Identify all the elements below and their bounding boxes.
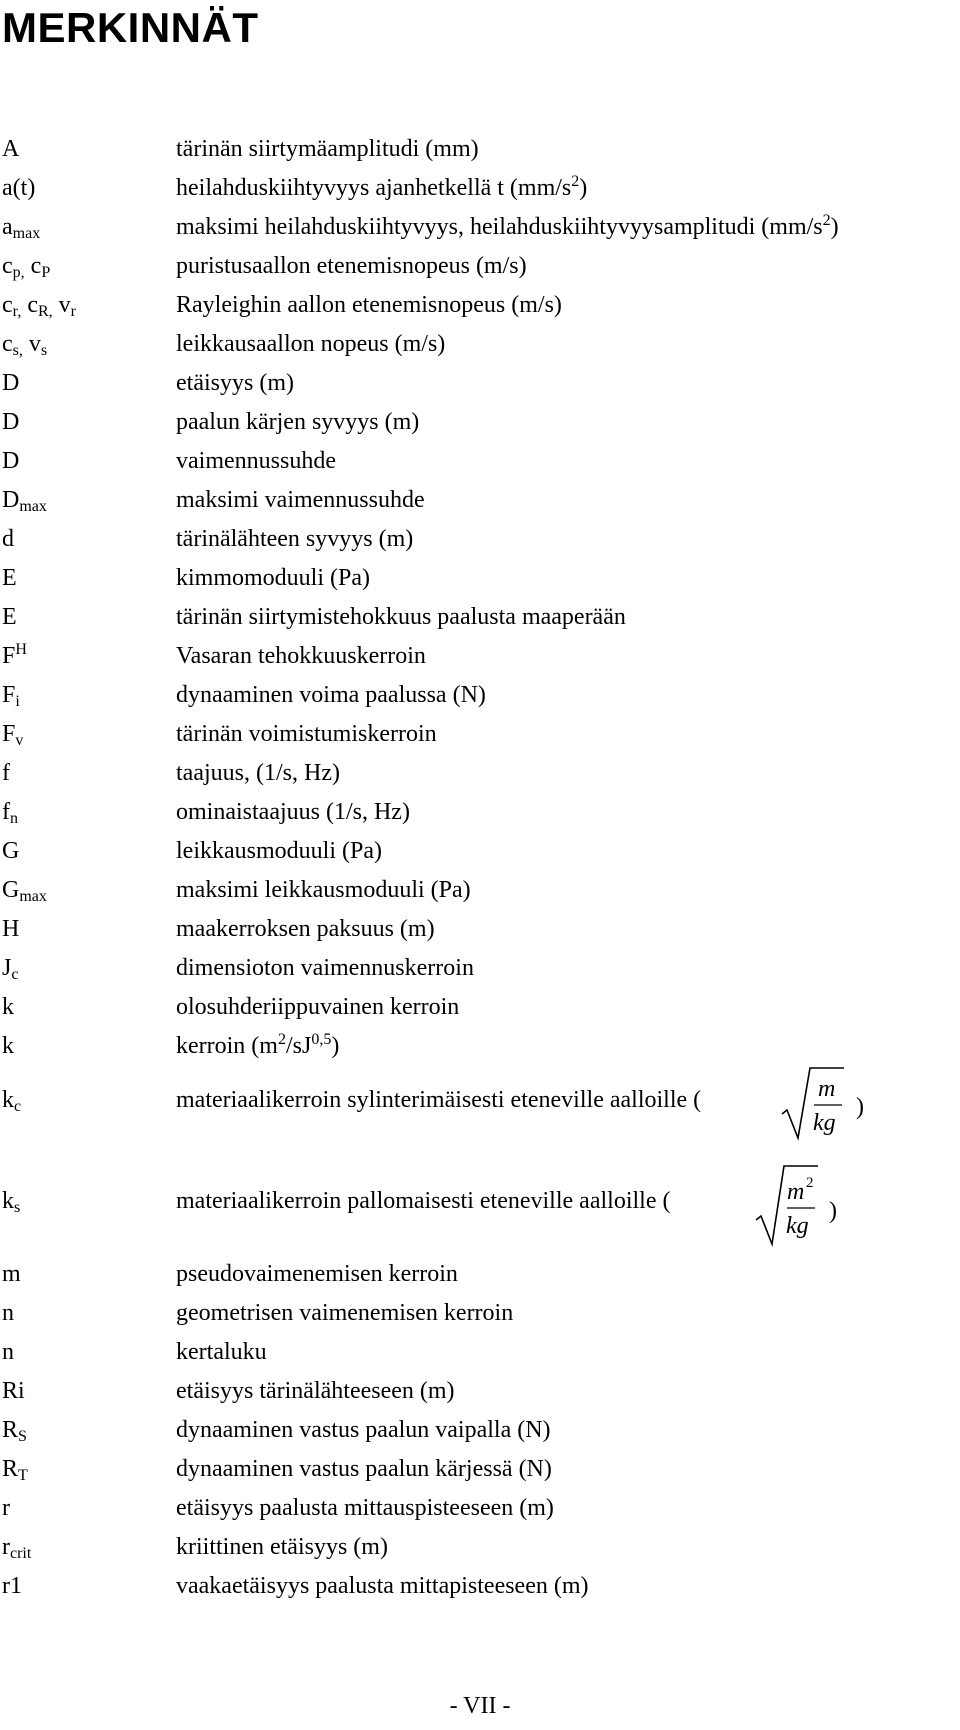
symbol-description: leikkausaallon nopeus (m/s)	[176, 331, 446, 357]
symbol-description: Vasaran tehokkuuskerroin	[176, 643, 426, 669]
symbol: k	[2, 1033, 14, 1059]
symbol-description: kriittinen etäisyys (m)	[176, 1534, 388, 1560]
symbol-description: leikkausmoduuli (Pa)	[176, 838, 382, 864]
symbol-row	[0, 403, 960, 442]
symbol: $k_c$	[2, 1087, 22, 1115]
symbol-description: maakerroksen paksuus (m)	[176, 916, 435, 942]
symbol: $c_{p,}$ $c_P$	[2, 253, 51, 281]
symbol: $G_{max}$	[2, 877, 47, 905]
symbol-description: tärinän voimistumiskerroin	[176, 721, 437, 747]
fraction-denominator: kg	[786, 1213, 809, 1239]
symbol-row	[0, 754, 960, 793]
symbol-row	[0, 988, 960, 1027]
symbol: $c_{s,}$ $v_s$	[2, 331, 48, 359]
symbol-description: heilahduskiihtyvyys ajanhetkellä t $(mm/s^2)$	[176, 173, 588, 201]
symbol-description: kerroin $(m^2/sJ^{0,5})$	[176, 1031, 340, 1059]
symbol-row	[0, 1255, 960, 1294]
symbol-description: Rayleighin aallon etenemisnopeus (m/s)	[176, 292, 562, 318]
fraction-numerator: m	[818, 1076, 836, 1102]
symbol-row	[0, 169, 960, 208]
symbol-row	[0, 208, 960, 247]
symbol: k	[2, 994, 14, 1020]
symbol-description: vaimennussuhde	[176, 448, 336, 474]
symbol-row	[0, 598, 960, 637]
symbol-description: maksimi heilahduskiihtyvyys, heilahduskiihtyvyysamplitudi $(mm/s^2)$	[176, 212, 839, 240]
symbol: H	[2, 916, 20, 942]
symbol-description: maksimi leikkausmoduuli (Pa)	[176, 877, 471, 903]
symbol-row	[0, 949, 960, 988]
symbol: $c_{r,}$ $c_{R,}$ $v_r$	[2, 292, 76, 320]
symbol-description: ominaistaajuus (1/s, Hz)	[176, 799, 410, 825]
symbol-row	[0, 442, 960, 481]
symbol-row	[0, 481, 960, 520]
symbol-row	[0, 1450, 960, 1489]
symbol-list	[0, 130, 960, 1606]
fraction-numerator-exponent: 2	[806, 1175, 814, 1191]
symbol-description: vaakaetäisyys paalusta mittapisteeseen (m)	[176, 1573, 589, 1599]
symbol-row	[0, 715, 960, 754]
page-title: MERKINNÄT	[2, 4, 259, 51]
symbol: G	[2, 838, 20, 864]
symbol: D	[2, 409, 20, 435]
symbol-row	[0, 325, 960, 364]
symbol: D	[2, 370, 20, 396]
symbol: r1	[2, 1573, 22, 1599]
closing-paren: )	[829, 1198, 837, 1224]
symbol: n	[2, 1339, 14, 1365]
fraction-denominator: kg	[813, 1110, 836, 1136]
symbol: d	[2, 526, 14, 552]
symbol: E	[2, 565, 17, 591]
symbol-description: etäisyys (m)	[176, 370, 294, 396]
symbol-row	[0, 1567, 960, 1606]
symbol-row-ks	[0, 1162, 960, 1255]
symbol: f	[2, 760, 10, 786]
symbol-row	[0, 1372, 960, 1411]
symbol: $D_{max}$	[2, 487, 47, 515]
symbol: n	[2, 1300, 14, 1326]
symbol: Ri	[2, 1378, 25, 1404]
sqrt-formula-m2-per-kg	[754, 1162, 864, 1247]
page-number: - VII -	[449, 1693, 511, 1719]
symbol-row	[0, 559, 960, 598]
sqrt-formula-m-per-kg	[780, 1066, 890, 1146]
symbol-description: maksimi vaimennussuhde	[176, 487, 425, 513]
symbol-row	[0, 832, 960, 871]
symbol-row	[0, 871, 960, 910]
symbol-description: puristusaallon etenemisnopeus (m/s)	[176, 253, 527, 279]
symbol: $a_{max}$	[2, 214, 41, 242]
symbol: D	[2, 448, 20, 474]
symbol-row	[0, 1027, 960, 1066]
symbol: $J_c$	[2, 955, 19, 983]
symbol-description: tärinän siirtymistehokkuus paalusta maaperään	[176, 604, 626, 630]
symbol-description: geometrisen vaimenemisen kerroin	[176, 1300, 514, 1326]
symbol: $F_v$	[2, 721, 24, 749]
symbol: $r_{crit}$	[2, 1534, 32, 1562]
symbol-row	[0, 1528, 960, 1567]
symbol: m	[2, 1261, 21, 1287]
symbol-row	[0, 364, 960, 403]
symbol-row	[0, 793, 960, 832]
symbol-row	[0, 520, 960, 559]
symbol-row	[0, 130, 960, 169]
symbol-row-kc	[0, 1066, 960, 1162]
symbol: a(t)	[2, 175, 36, 201]
symbol-description: dimensioton vaimennuskerroin	[176, 955, 474, 981]
symbol: $k_s$	[2, 1188, 21, 1216]
symbol-row	[0, 910, 960, 949]
symbol-description: dynaaminen vastus paalun kärjessä (N)	[176, 1456, 552, 1482]
symbol: $f_n$	[2, 799, 18, 827]
symbol: E	[2, 604, 17, 630]
symbol-description: olosuhderiippuvainen kerroin	[176, 994, 460, 1020]
symbol-description: paalun kärjen syvyys (m)	[176, 409, 420, 435]
symbol: $F_i$	[2, 682, 20, 710]
symbol-row	[0, 1489, 960, 1528]
symbol-row	[0, 676, 960, 715]
symbol-description: pseudovaimenemisen kerroin	[176, 1261, 458, 1287]
symbol-description: tärinälähteen syvyys (m)	[176, 526, 414, 552]
symbol-description: etäisyys paalusta mittauspisteeseen (m)	[176, 1495, 554, 1521]
symbol-row	[0, 1294, 960, 1333]
closing-paren: )	[856, 1094, 864, 1120]
symbol: r	[2, 1495, 10, 1521]
fraction-numerator: m	[787, 1179, 805, 1205]
symbol-row	[0, 247, 960, 286]
symbol-description: taajuus, (1/s, Hz)	[176, 760, 340, 786]
symbol-row	[0, 286, 960, 325]
symbol-row	[0, 1333, 960, 1372]
symbol: $R_S$	[2, 1417, 27, 1445]
symbol-description: materiaalikerroin pallomaisesti eteneville aalloille (	[176, 1188, 671, 1214]
symbol: $R_T$	[2, 1456, 28, 1484]
symbol-row	[0, 637, 960, 676]
symbol-description: kertaluku	[176, 1339, 267, 1365]
symbol-row	[0, 1411, 960, 1450]
symbol: $F^H$	[2, 641, 27, 669]
symbol-description: etäisyys tärinälähteeseen (m)	[176, 1378, 455, 1404]
symbol: A	[2, 136, 20, 162]
symbol-description: dynaaminen vastus paalun vaipalla (N)	[176, 1417, 551, 1443]
symbol-description: dynaaminen voima paalussa (N)	[176, 682, 486, 708]
symbol-description: materiaalikerroin sylinterimäisesti eteneville aalloille (	[176, 1087, 702, 1113]
symbol-description: kimmomoduuli (Pa)	[176, 565, 370, 591]
symbol-description: tärinän siirtymäamplitudi (mm)	[176, 136, 479, 162]
